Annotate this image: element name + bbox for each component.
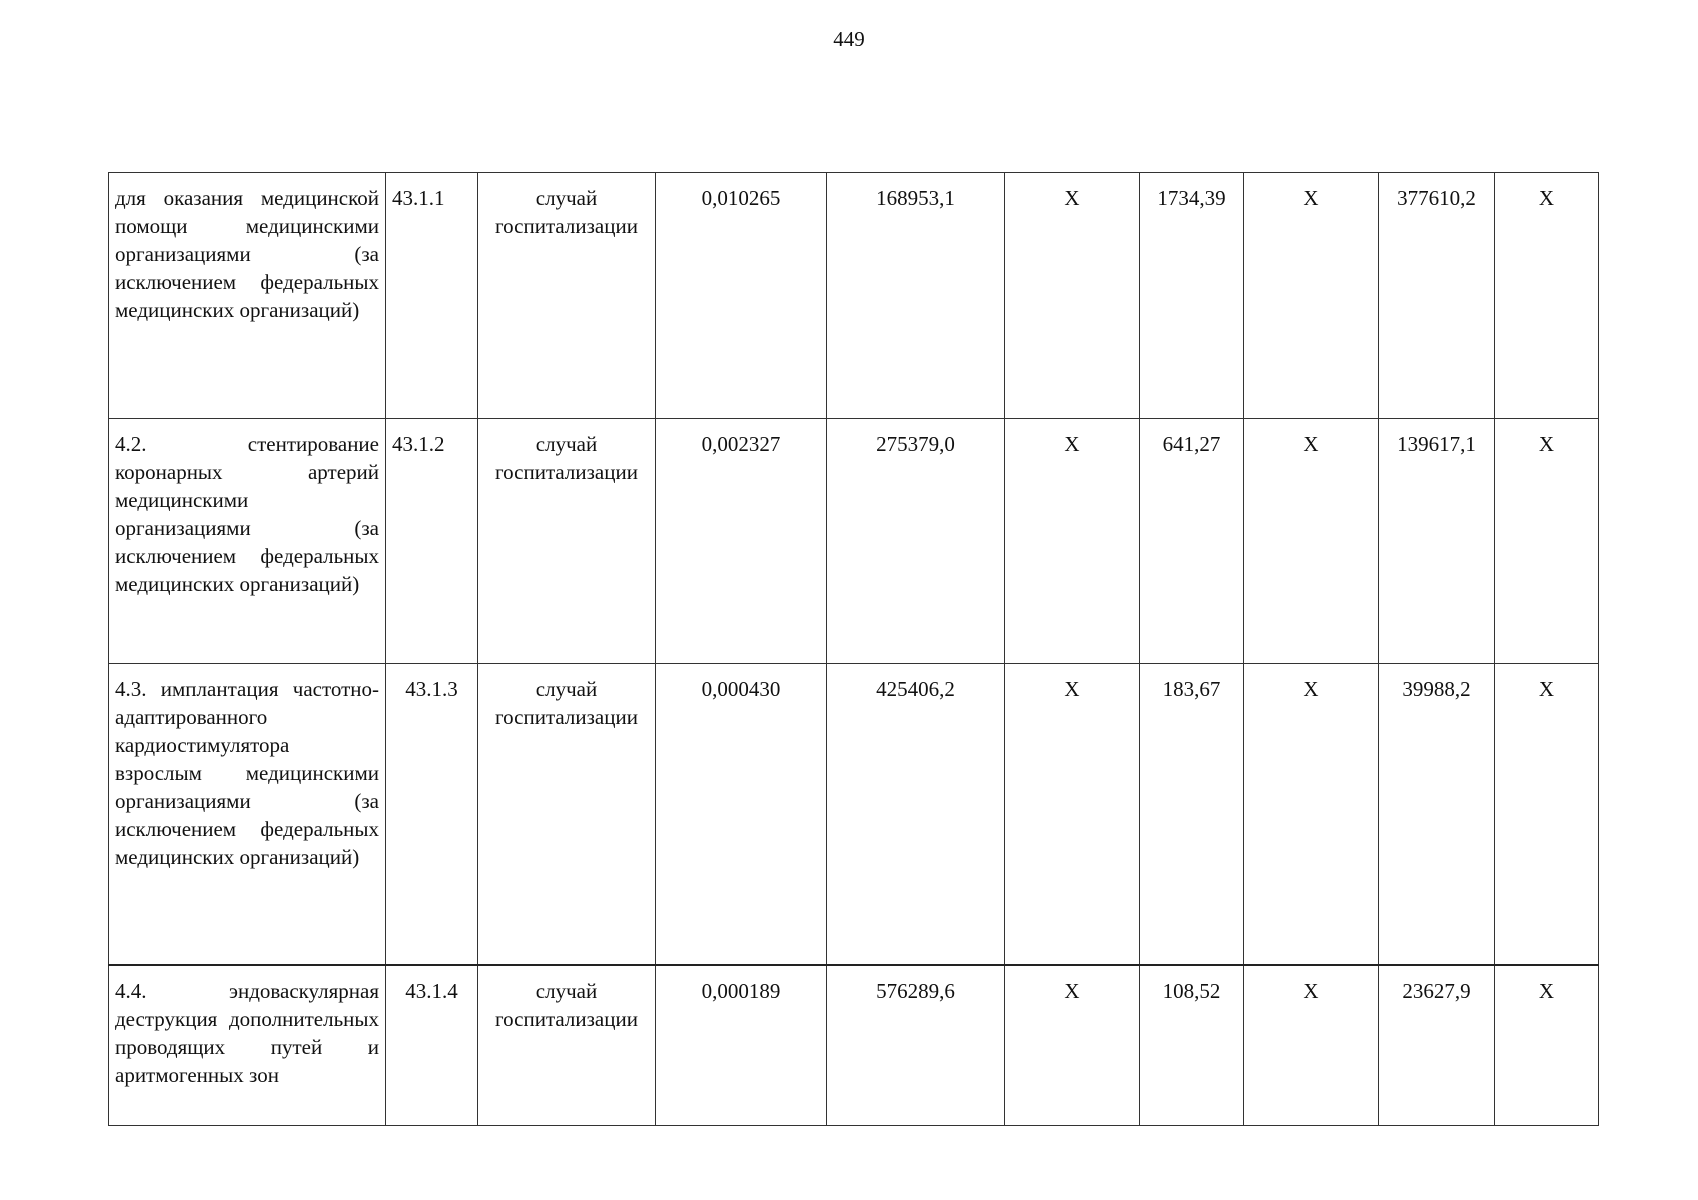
row-name-cell: 4.4. эндоваскулярная деструкция дополнительных проводящих путей и аритмогенных зон <box>109 965 386 1126</box>
row-value-cell: 0,000189 <box>656 965 827 1126</box>
row-value-cell: 183,67 <box>1140 664 1244 965</box>
row-value-cell: X <box>1495 173 1599 419</box>
row-value-cell: X <box>1244 965 1379 1126</box>
row-value-cell: X <box>1244 419 1379 664</box>
row-name-cell: 4.2. стентирование коронарных артерий медицинскими организациями (за исключением федеральных медицинских организаций) <box>109 419 386 664</box>
row-value-cell: X <box>1005 965 1140 1126</box>
row-value-cell: 641,27 <box>1140 419 1244 664</box>
row-value-cell: 23627,9 <box>1379 965 1495 1126</box>
row-code-cell: 43.1.4 <box>386 965 478 1126</box>
row-value-cell: X <box>1495 965 1599 1126</box>
row-code-cell: 43.1.2 <box>386 419 478 664</box>
row-value-cell: X <box>1495 664 1599 965</box>
table-row <box>109 173 1599 419</box>
row-unit-cell: случай госпитализации <box>478 419 656 664</box>
row-code-cell: 43.1.1 <box>386 173 478 419</box>
row-unit-cell: случай госпитализации <box>478 965 656 1126</box>
row-value-cell: 0,002327 <box>656 419 827 664</box>
row-value-cell: 275379,0 <box>827 419 1005 664</box>
row-value-cell: X <box>1005 419 1140 664</box>
row-value-cell: X <box>1005 173 1140 419</box>
row-value-cell: 0,010265 <box>656 173 827 419</box>
table-row <box>109 419 1599 664</box>
row-value-cell: 425406,2 <box>827 664 1005 965</box>
table-row <box>109 965 1599 1126</box>
row-value-cell: 39988,2 <box>1379 664 1495 965</box>
row-value-cell: X <box>1244 173 1379 419</box>
tariff-table <box>108 172 1599 1126</box>
row-value-cell: X <box>1005 664 1140 965</box>
row-name-cell: для оказания медицинской помощи медицинскими организациями (за исключением федеральных медицинских организаций) <box>109 173 386 419</box>
row-value-cell: X <box>1495 419 1599 664</box>
row-value-cell: 168953,1 <box>827 173 1005 419</box>
row-value-cell: 1734,39 <box>1140 173 1244 419</box>
row-code-cell: 43.1.3 <box>386 664 478 965</box>
row-value-cell: 139617,1 <box>1379 419 1495 664</box>
table-row <box>109 664 1599 965</box>
row-name-cell: 4.3. имплантация частотно-адаптированного кардиостимулятора взрослым медицинскими организациями (за исключением федеральных медицинских организаций) <box>109 664 386 965</box>
row-value-cell: 108,52 <box>1140 965 1244 1126</box>
row-value-cell: X <box>1244 664 1379 965</box>
row-value-cell: 0,000430 <box>656 664 827 965</box>
row-unit-cell: случай госпитализации <box>478 664 656 965</box>
row-value-cell: 576289,6 <box>827 965 1005 1126</box>
row-value-cell: 377610,2 <box>1379 173 1495 419</box>
row-unit-cell: случай госпитализации <box>478 173 656 419</box>
page-number: 449 <box>833 27 865 51</box>
